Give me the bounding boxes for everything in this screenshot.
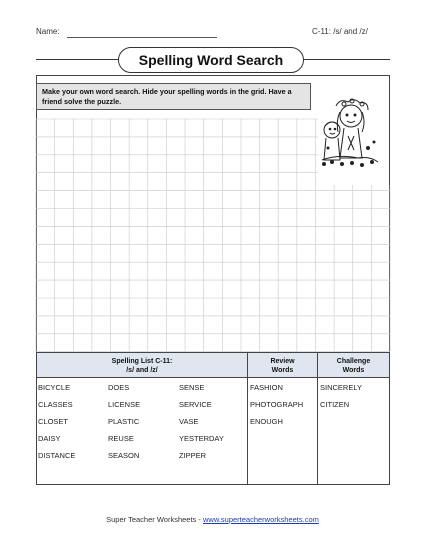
spelling-list-title: Spelling List C-11: xyxy=(111,358,173,365)
spelling-word: CLOSET xyxy=(38,417,69,426)
footer-text: Super Teacher Worksheets - xyxy=(106,515,203,524)
name-label: Name: xyxy=(36,27,60,36)
page-title: Spelling Word Search xyxy=(118,47,304,73)
spelling-word: DISTANCE xyxy=(38,451,76,460)
kids-clipart xyxy=(318,98,382,170)
challenge-heading-line1: Challenge xyxy=(336,358,371,365)
review-column-divider xyxy=(247,352,248,485)
challenge-word: SINCERELY xyxy=(320,383,362,392)
review-heading-line1: Review xyxy=(270,358,295,365)
spelling-word: SENSE xyxy=(179,383,205,392)
spelling-word: SERVICE xyxy=(179,400,212,409)
challenge-column-divider xyxy=(317,352,318,485)
review-word: ENOUGH xyxy=(250,417,283,426)
spelling-word: YESTERDAY xyxy=(179,434,224,443)
footer-link[interactable]: www.superteacherworksheets.com xyxy=(202,515,319,524)
spelling-list-heading xyxy=(36,352,248,378)
review-heading-line2: Words xyxy=(271,367,294,374)
worksheet-code: C-11: /s/ and /z/ xyxy=(312,27,368,36)
challenge-word: CITIZEN xyxy=(320,400,350,409)
spelling-word: PLASTIC xyxy=(108,417,140,426)
spelling-word: DAISY xyxy=(38,434,61,443)
spelling-word: BICYCLE xyxy=(38,383,71,392)
review-words-heading xyxy=(247,352,318,378)
footer xyxy=(0,515,425,524)
review-word: PHOTOGRAPH xyxy=(250,400,304,409)
spelling-word: SEASON xyxy=(108,451,140,460)
spelling-word: REUSE xyxy=(108,434,134,443)
spelling-word: LICENSE xyxy=(108,400,141,409)
challenge-heading-line2: Words xyxy=(342,367,365,374)
spelling-word: VASE xyxy=(179,417,199,426)
spelling-list-subtitle: /s/ and /z/ xyxy=(126,367,158,374)
spelling-word: CLASSES xyxy=(38,400,73,409)
review-word: FASHION xyxy=(250,383,283,392)
instructions-box: Make your own word search. Hide your spelling words in the grid. Have a friend solve the puzzle. xyxy=(36,83,311,110)
spelling-word: ZIPPER xyxy=(179,451,207,460)
spelling-word: DOES xyxy=(108,383,130,392)
challenge-words-heading xyxy=(317,352,390,378)
